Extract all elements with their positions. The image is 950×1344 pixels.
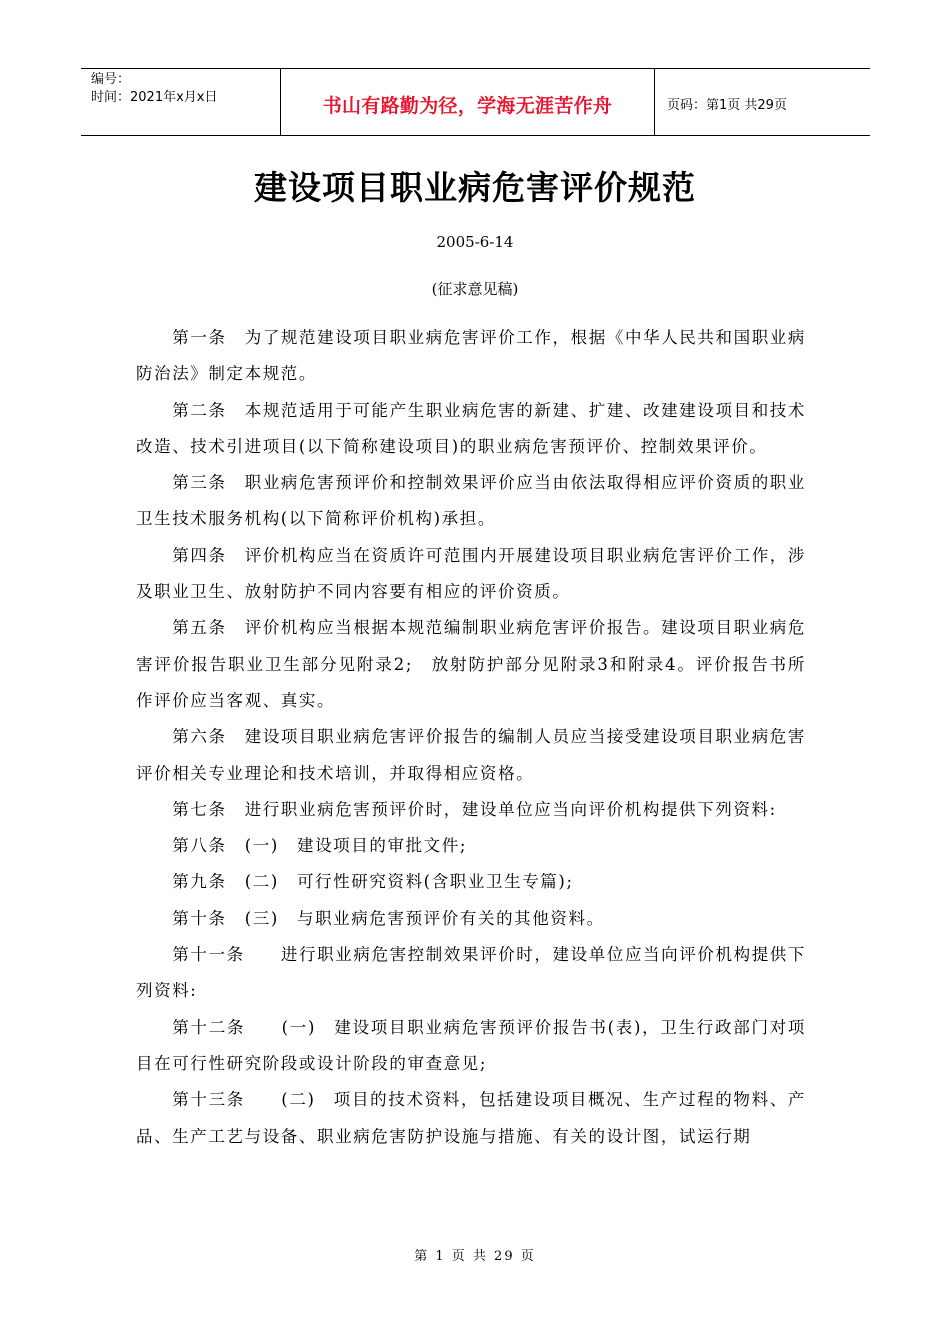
article-7: 第七条 进行职业病危害预评价时，建设单位应当向评价机构提供下列资料: [172,799,777,819]
header-page-info: 页码：第1页 共29页 [667,97,787,113]
article-9: 第九条 (二) 可行性研究资料(含职业卫生专篇); [172,872,574,892]
document-time-label: 时间：2021年x月x日 [91,90,218,105]
article-6: 第六条 建设项目职业病危害评价报告的编制人员应当接受建设项目职业病危害评价相关专业理论和技术培训，并取得相应资格。 [136,727,806,783]
page-header [81,68,870,136]
page-footer: 第 1 页 共 29 页 [414,1249,536,1264]
document-status: (征求意见稿) [431,280,519,298]
document-date: 2005-6-14 [436,233,514,251]
header-meta [81,69,281,135]
document-number-label: 编号： [91,72,131,87]
article-10: 第十条 (三) 与职业病危害预评价有关的其他资料。 [172,908,605,928]
article-13: 第十三条 (二) 项目的技术资料，包括建设项目概况、生产过程的物料、产品、生产工艺与设备、职业病危害防护设施与措施、有关的设计图，试运行期 [136,1090,806,1146]
article-4: 第四条 评价机构应当在资质许可范围内开展建设项目职业病危害评价工作，涉及职业卫生、放射防护不同内容要有相应的评价资质。 [136,545,806,602]
document-title: 建设项目职业病危害评价规范 [254,168,696,207]
article-3: 第三条 职业病危害预评价和控制效果评价应当由依法取得相应评价资质的职业卫生技术服务机构(以下简称评价机构)承担。 [136,473,806,529]
document-body [136,320,806,1155]
header-motto: 书山有路勤为径，学海无涯苦作舟 [281,69,655,135]
article-8: 第八条 (一) 建设项目的审批文件; [172,836,468,856]
article-12: 第十二条 (一) 建设项目职业病危害预评价报告书(表)，卫生行政部门对项目在可行性研究阶段或设计阶段的审查意见; [136,1017,806,1073]
article-1: 第一条 为了规范建设项目职业病危害评价工作，根据《中华人民共和国职业病防治法》制定本规范。 [136,328,806,384]
article-11: 第十一条 进行职业病危害控制效果评价时，建设单位应当向评价机构提供下列资料: [136,945,806,1001]
article-2: 第二条 本规范适用于可能产生职业病危害的新建、扩建、改建建设项目和技术改造、技术引进项目(以下简称建设项目)的职业病危害预评价、控制效果评价。 [136,400,806,456]
article-5: 第五条 评价机构应当根据本规范编制职业病危害评价报告。建设项目职业病危害评价报告职业卫生部分见附录2; 放射防护部分见附录3和附录4。评价报告书所作评价应当客观、真实。 [136,618,806,710]
